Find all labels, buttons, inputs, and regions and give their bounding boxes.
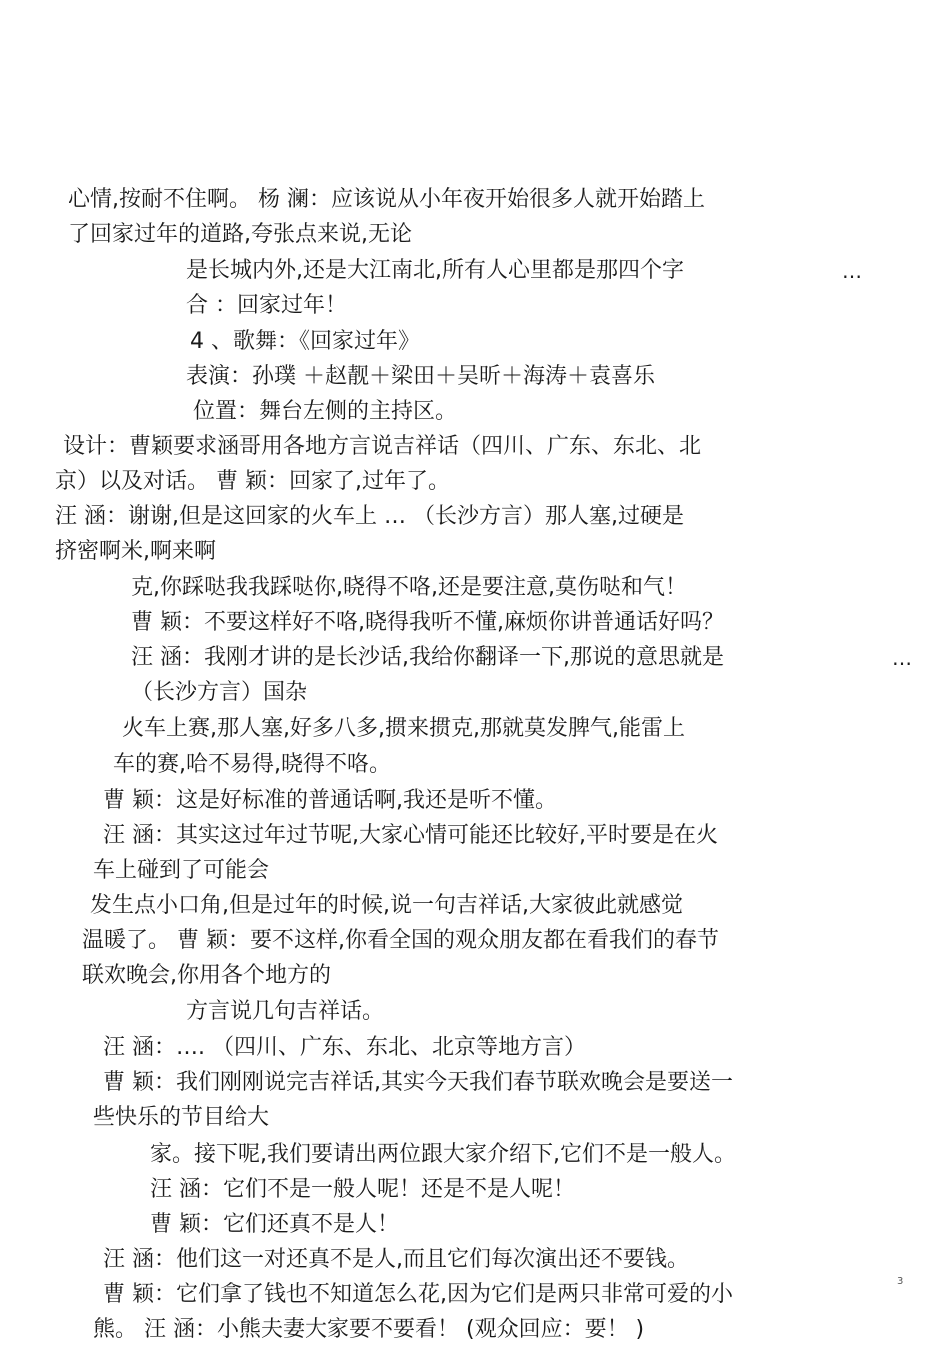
- text-line: 表演：孙璞 ＋赵靓＋梁田＋吴昕＋海涛＋袁喜乐: [186, 364, 655, 389]
- text-line: 方言说几句吉祥话。: [186, 999, 385, 1024]
- text-line: 曹 颖：它们还真不是人！: [150, 1212, 399, 1237]
- text-line: 克,你踩哒我我踩哒你,晓得不咯,还是要注意,莫伤哒和气！: [131, 575, 687, 600]
- text-line: 家。接下呢,我们要请出两位跟大家介绍下,它们不是一般人。: [150, 1142, 736, 1167]
- text-line: 熊。 汪 涵：小熊夫妻大家要不要看！ (观众回应：要！ ): [93, 1317, 645, 1342]
- text-line: 汪 涵：我刚才讲的是长沙话,我给你翻译一下,那说的意思就是: [131, 645, 724, 670]
- text-line: 合 ：回家过年！: [186, 293, 347, 318]
- text-line: （长沙方言）国杂: [131, 680, 308, 705]
- text-line: 联欢晚会,你用各个地方的: [82, 963, 331, 988]
- ellipsis-mark: …: [892, 646, 913, 670]
- text-line: 汪 涵：他们这一对还真不是人,而且它们每次演出还不要钱。: [103, 1247, 689, 1272]
- text-line: 曹 颖：它们拿了钱也不知道怎么花,因为它们是两只非常可爱的小: [103, 1282, 733, 1307]
- text-line: 汪 涵：…. （四川、广东、东北、北京等地方言）: [103, 1035, 586, 1060]
- text-line: 是长城内外,还是大江南北,所有人心里都是那四个字: [186, 258, 684, 283]
- text-line: 火车上赛,那人塞,好多八多,掼来掼克,那就莫发脾气,能雷上: [122, 716, 685, 741]
- text-line: 心情,按耐不住啊。 杨 澜：应该说从小年夜开始很多人就开始踏上: [68, 187, 705, 212]
- text-line: 京）以及对话。 曹 颖：回家了,过年了。: [55, 469, 450, 494]
- text-line: 车的赛,哈不易得,晓得不咯。: [113, 752, 391, 777]
- text-line: 发生点小口角,但是过年的时候,说一句吉祥话,大家彼此就感觉: [90, 893, 683, 918]
- text-line: 些快乐的节目给大: [93, 1105, 270, 1130]
- text-line: 曹 颖：我们刚刚说完吉祥话,其实今天我们春节联欢晚会是要送一: [103, 1070, 733, 1095]
- page-number: 3: [897, 1276, 904, 1287]
- text-line: 曹 颖：这是好标准的普通话啊,我还是听不懂。: [103, 788, 557, 813]
- text-line: 了回家过年的道路,夸张点来说,无论: [68, 222, 412, 247]
- text-line: 汪 涵：谢谢,但是这回家的火车上 … （长沙方言）那人塞,过硬是: [55, 504, 684, 529]
- text-line: 汪 涵：它们不是一般人呢！还是不是人呢！: [150, 1177, 575, 1202]
- ellipsis-mark: …: [842, 259, 863, 283]
- text-line: 挤密啊米,啊来啊: [55, 539, 216, 564]
- text-line: 位置：舞台左侧的主持区。: [193, 399, 458, 424]
- text-line: 温暖了。 曹 颖：要不这样,你看全国的观众朋友都在看我们的春节: [82, 928, 719, 953]
- text-line: 汪 涵：其实这过年过节呢,大家心情可能还比较好,平时要是在火: [103, 823, 718, 848]
- text-line: 曹 颖：不要这样好不咯,晓得我听不懂,麻烦你讲普通话好吗？: [131, 610, 724, 635]
- text-line: 设计：曹颖要求涵哥用各地方言说吉祥话（四川、广东、东北、北: [63, 434, 702, 459]
- text-line: 车上碰到了可能会: [93, 858, 270, 883]
- text-line: 4 、歌舞：《回家过年》: [190, 329, 420, 354]
